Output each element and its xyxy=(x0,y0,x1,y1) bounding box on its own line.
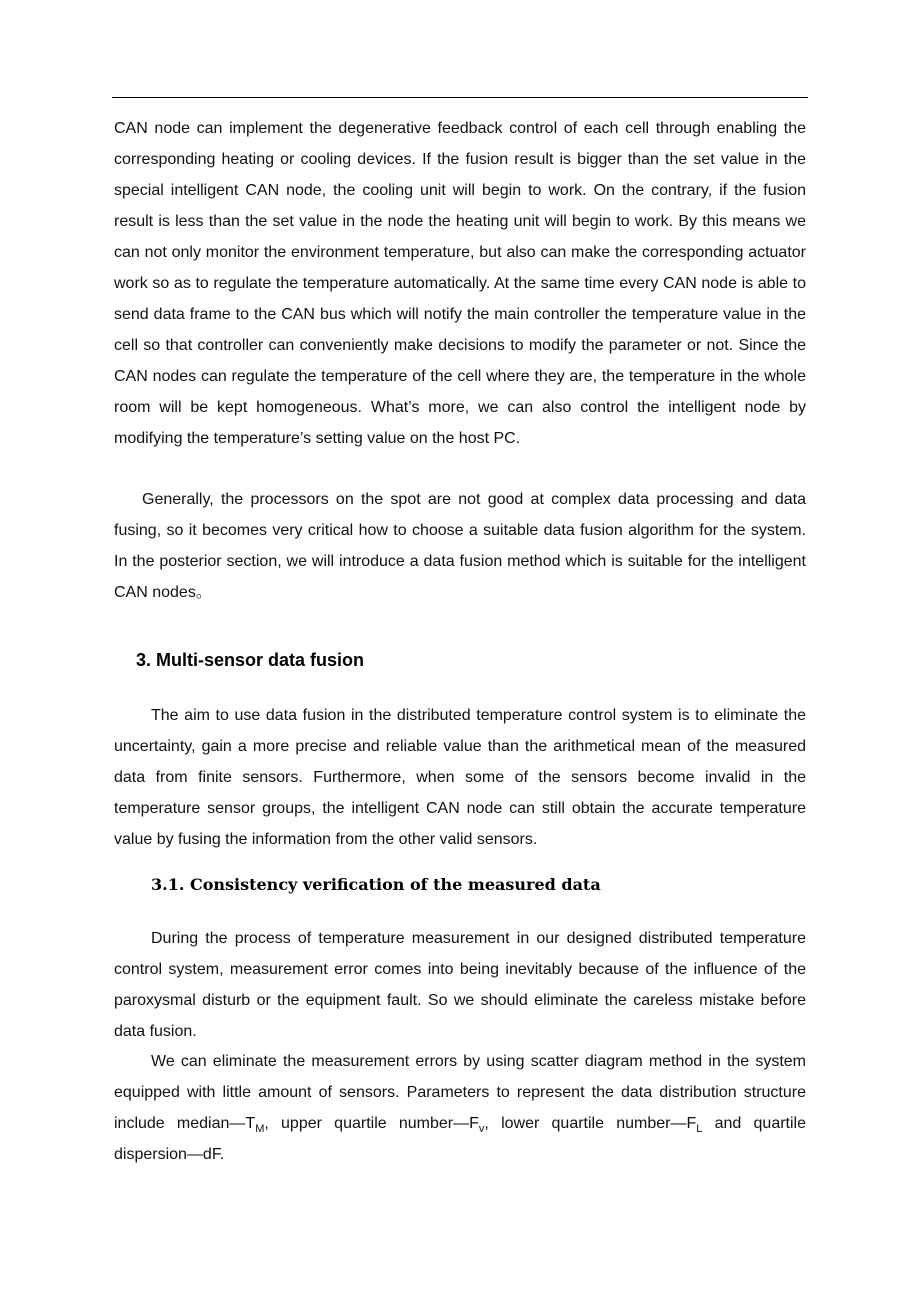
scatter-text-part4: and quartile dispersion—dF. xyxy=(114,1115,807,1163)
paragraph-data-fusion-aim: The aim to use data fusion in the distributed temperature control system is to eliminate the uncertainty, gain a more precise and reliable value than the arithmetical mean of the measured data from finite sensors. Furthermore, when some of the sensors become invalid in the temperature sensor groups, the intelligent CAN node can still obtain the accurate temperature value by fusing the information from the other valid sensors. xyxy=(114,707,806,848)
paragraph-can-node-control: CAN node can implement the degenerative feedback control of each cell through enabling the corresponding heating or cooling devices. If the fusion result is bigger than the set value in the special intelligent CAN node, the cooling unit will begin to work. On the contrary, if the fusion result is less than the set value in the node the heating unit will begin to work. By this means we can not only monitor the environment temperature, but also can make the corresponding actuator work so as to regulate the temperature automatically. At the same time every CAN node is able to send data frame to the CAN bus which will notify the main controller the temperature value in the cell so that controller can conveniently make decisions to modify the parameter or not. Since the CAN nodes can regulate the temperature of the cell where they are, the temperature in the whole room will be kept homogeneous. What’s more, we can also control the intelligent node by modifying the temperature’s setting value on the host PC. xyxy=(114,120,806,447)
scatter-text-part3: , lower quartile number—F xyxy=(484,1115,697,1132)
subscript-l: L xyxy=(696,1123,703,1135)
paragraph-measurement-error: During the process of temperature measurement in our designed distributed temperature control system, measurement error comes into being inevitably because of the influence of the paroxysmal disturb or the equipment fault. So we should eliminate the careless mistake before data fusion. xyxy=(114,930,806,1040)
scatter-text-part1: We can eliminate the measurement errors by using scatter diagram method in the system equipped with little amount of sensors. Parameters to represent the data distribution structure include median—T xyxy=(114,1053,806,1132)
subsection-heading-3-1: 3.1. Consistency verification of the measured data xyxy=(151,875,601,894)
section-heading-3: 3. Multi-sensor data fusion xyxy=(136,650,365,670)
header-rule xyxy=(112,97,808,98)
paragraph-scatter-diagram xyxy=(114,1046,806,1170)
scatter-text-part2: , upper quartile number—F xyxy=(264,1115,479,1132)
subscript-v: v xyxy=(478,1123,485,1135)
subscript-m: M xyxy=(255,1123,265,1135)
paragraph-processors: Generally, the processors on the spot are not good at complex data processing and data fusing, so it becomes very critical how to choose a suitable data fusion algorithm for the system. In the posterior section, we will introduce a data fusion method which is suitable for the intelligent CAN nodes。 xyxy=(114,491,806,601)
